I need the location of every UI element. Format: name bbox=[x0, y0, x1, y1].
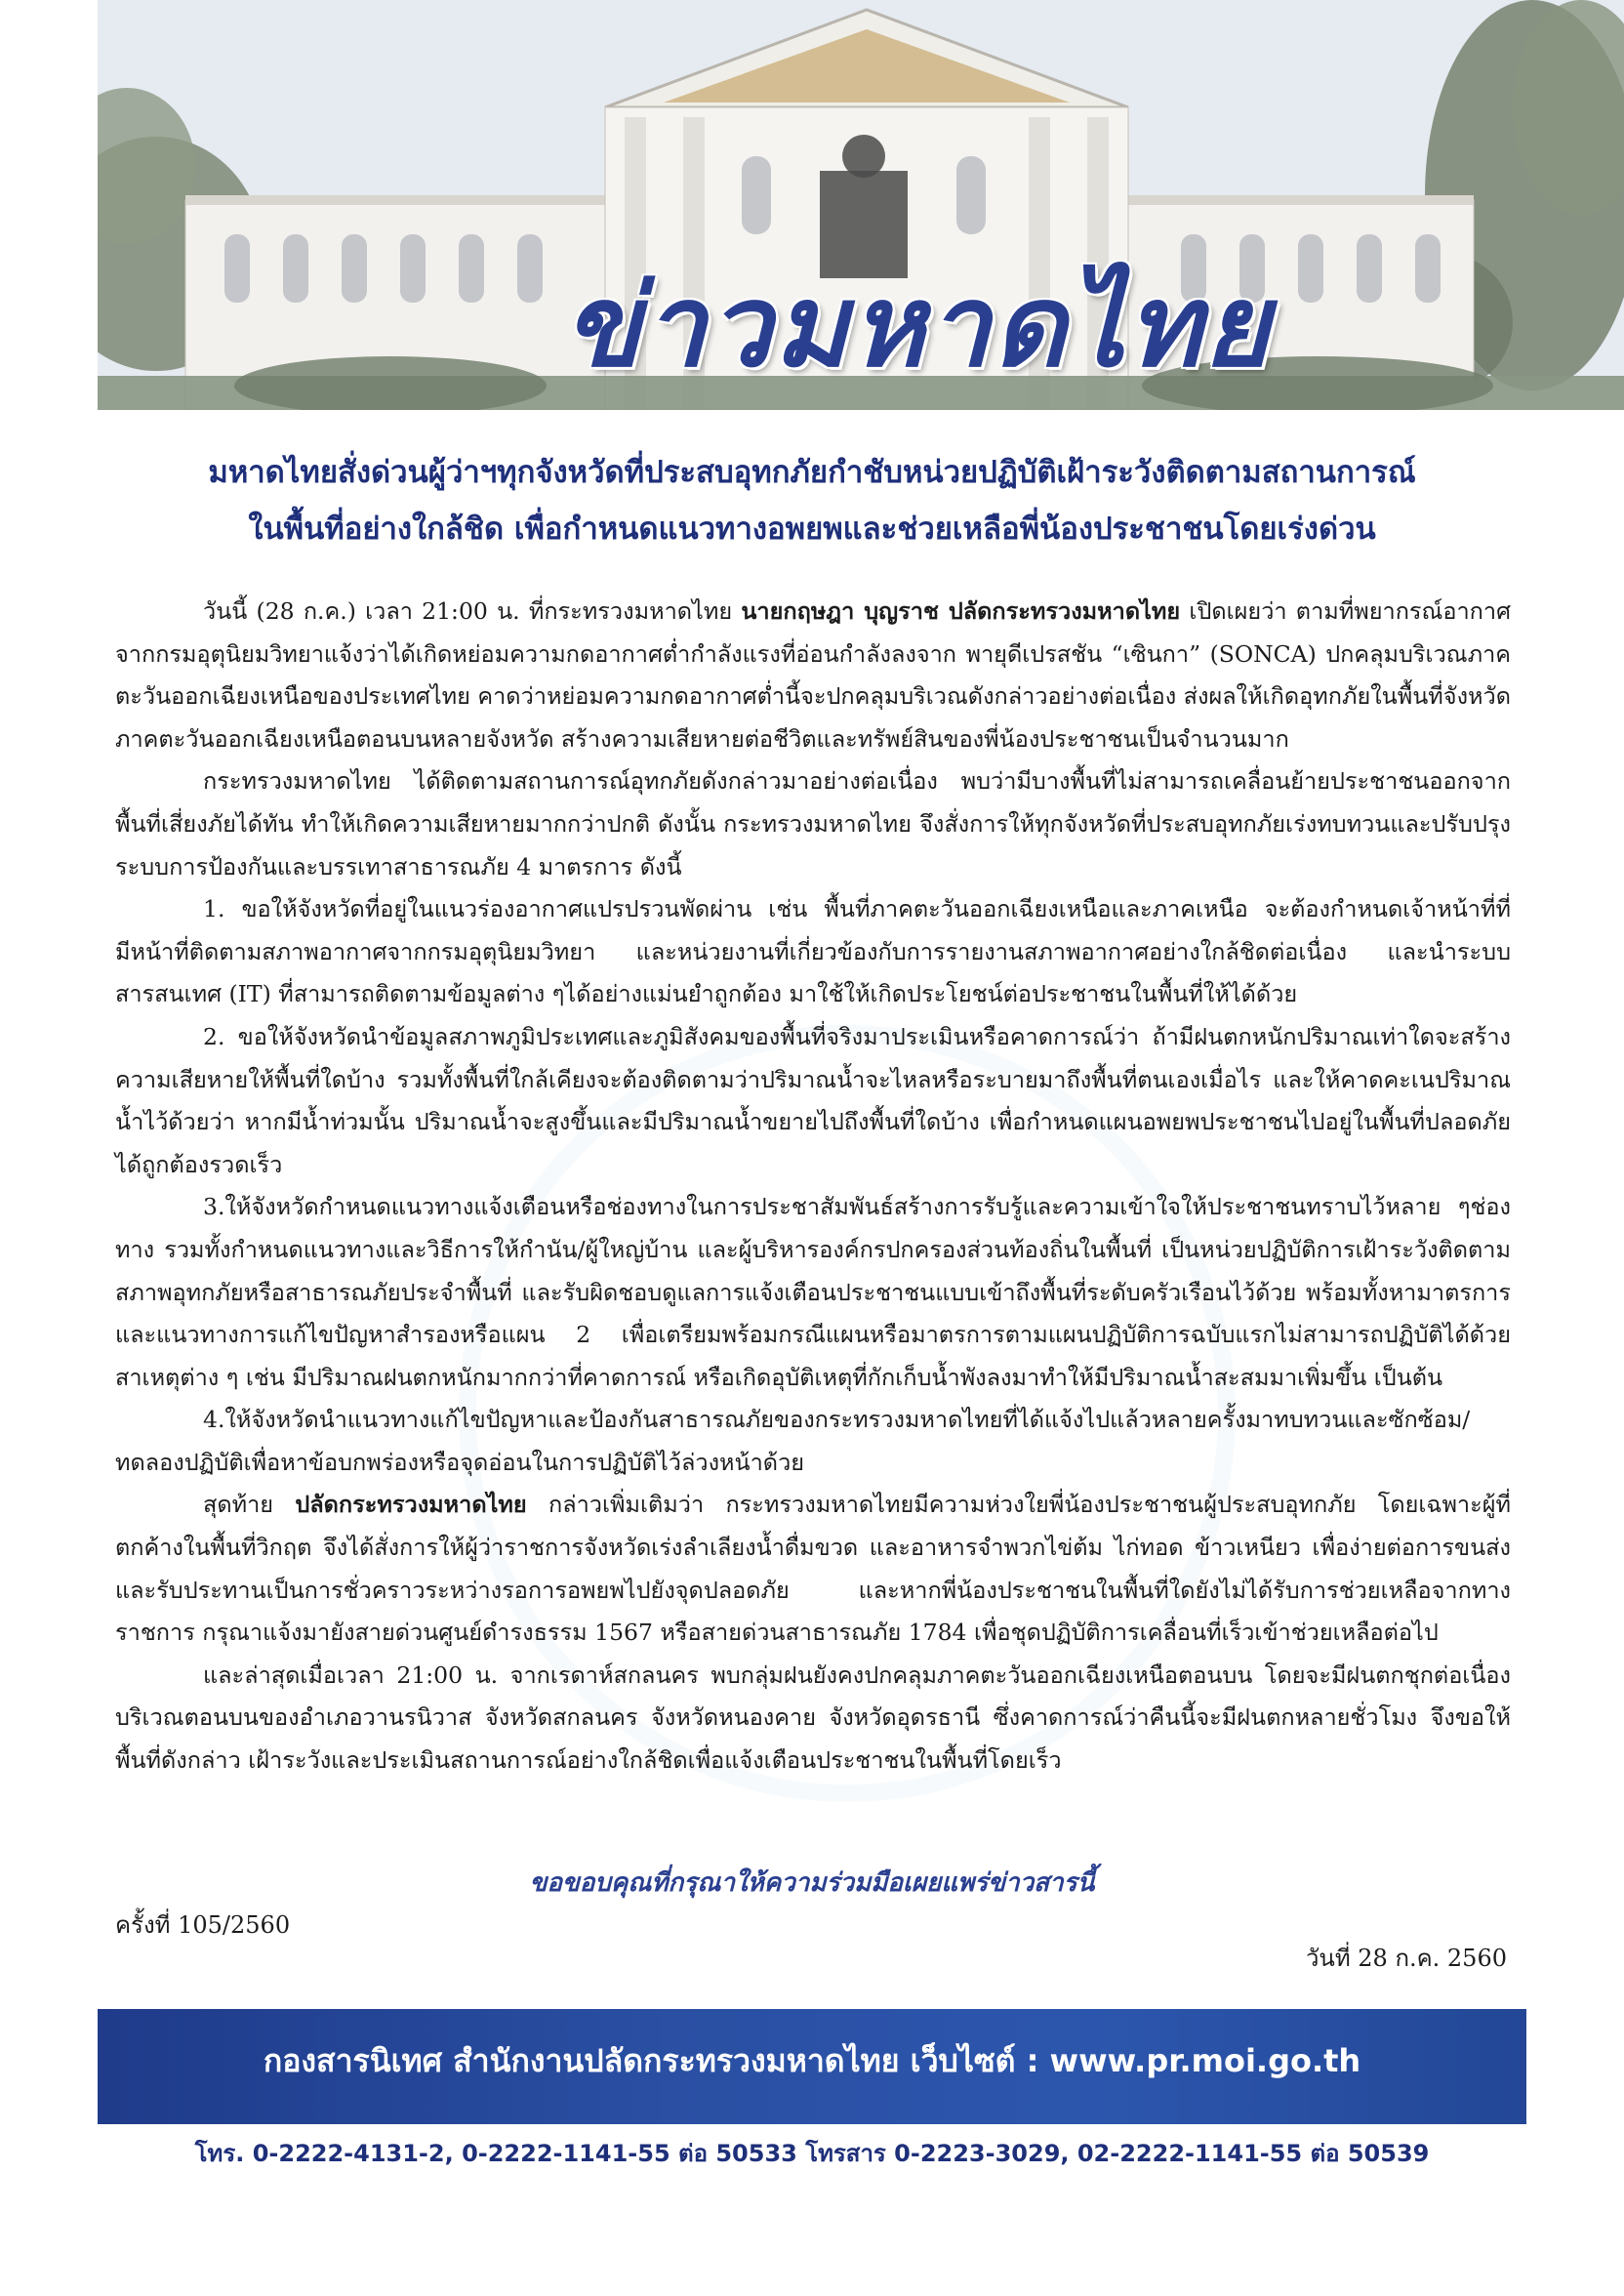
issue-number: ครั้งที่ 105/2560 bbox=[115, 1911, 291, 1939]
headline bbox=[98, 444, 1526, 557]
headline-line-1: มหาดไทยสั่งด่วนผู้ว่าฯทุกจังหวัดที่ประสบอุทกภัยกำชับหน่วยปฏิบัติเฝ้าระวังติดตามสถานการณ์ bbox=[208, 455, 1416, 490]
final-text-c: กล่าวเพิ่มเติมว่า กระทรวงมหาดไทยมีความห่วงใยพี่น้องประชาชนผู้ประสบอุทกภัย โดยเฉพาะผู้ที่ตกค้างในพื้นที่วิกฤต จึงได้สั่งการให้ผู้ว่าราชการจังหวัดเร่งลำเลียงน้ำดื่มขวด และอาหารจำพวกไข่ต้ม ไก่ทอด ข้าวเหนียว เพื่อง่ายต่อการขนส่ง และรับประทานเป็นการชั่วคราวระหว่างรอการอพยพไปยังจุดปลอดภัย และหากพี่น้องประชาชนในพื้นที่ใดยังไม่ได้รับการช่วยเหลือจากทางราชการ กรุณาแจ้งมายังสายด่วนศูนย์ดำรงธรรม 1567 หรือสายด่วนสาธารณภัย 1784 เพื่อชุดปฏิบัติการเคลื่อนที่เร็วเข้าช่วยเหลือต่อไป bbox=[115, 1491, 1512, 1647]
headline-line-2: ในพื้นที่อย่างใกล้ชิด เพื่อกำหนดแนวทางอพยพและช่วยเหลือพี่น้องประชาชนโดยเร่งด่วน bbox=[248, 512, 1376, 547]
release-date: วันที่ 28 ก.ค. 2560 bbox=[1305, 1945, 1507, 1972]
intro-text-c: เปิดเผยว่า ตามที่พยากรณ์อากาศจากกรมอุตุนิยมวิทยาแจ้งว่าได้เกิดหย่อมความกดอากาศต่ำกำลังแรงที่อ่อนกำลังลงจาก พายุดีเปรสชัน “เซินกา” (SONCA) ปกคลุมบริเวณภาคตะวันออกเฉียงเหนือของประเทศไทย คาดว่าหย่อมความกดอากาศต่ำนี้จะปกคลุมบริเวณดังกล่าวอย่างต่อเนื่อง ส่งผลให้เกิดอุทกภัยในพื้นที่จังหวัดภาคตะวันออกเฉียงเหนือตอนบนหลายจังหวัด สร้างความเสียหายต่อชีวิตและทรัพย์สินของพี่น้องประชาชนเป็นจำนวนมาก bbox=[115, 597, 1512, 753]
footer bbox=[98, 2009, 1624, 2273]
paragraph-final bbox=[115, 1484, 1511, 1654]
paragraph-latest: และล่าสุดเมื่อเวลา 21:00 น. จากเรดาห์สกลนคร พบกลุ่มฝนยังคงปกคลุมภาคตะวันออกเฉียงเหนือตอนบน โดยจะมีฝนตกชุกต่อเนื่องบริเวณตอนบนของอำเภอวานรนิวาส จังหวัดสกลนคร จังหวัดหนองคาย จังหวัดอุดรธานี ซึ่งคาดการณ์ว่าคืนนี้จะมีฝนตกหลายชั่วโมง จึงขอให้พื้นที่ดังกล่าว เฝ้าระวังและประเมินสถานการณ์อย่างใกล้ชิดเพื่อแจ้งเตือนประชาชนในพื้นที่โดยเร็ว bbox=[115, 1660, 1511, 1775]
masthead-title: ข่าวมหาดไทย bbox=[563, 261, 1272, 392]
footer-publisher-website: กองสารนิเทศ สำนักงานปลัดกระทรวงมหาดไทย เว็บไซต์ : www.pr.moi.go.th bbox=[263, 2042, 1361, 2079]
paragraph-intro bbox=[115, 591, 1511, 760]
article-body bbox=[115, 591, 1511, 1783]
paragraph-measure-2: 2. ขอให้จังหวัดนำข้อมูลสภาพภูมิประเทศและภูมิสังคมของพื้นที่จริงมาประเมินหรือคาดการณ์ว่า ถ้ามีฝนตกหนักปริมาณเท่าใดจะสร้างความเสียหายให้พื้นที่ใดบ้าง รวมทั้งพื้นที่ใกล้เคียงจะต้องติดตามว่าปริมาณน้ำจะไหลหรือระบายมาถึงพื้นที่ตนเองเมื่อไร และให้คาดคะเนปริมาณน้ำไว้ด้วยว่า หากมีน้ำท่วมนั้น ปริมาณน้ำจะสูงขึ้นและมีปริมาณน้ำขยายไปถึงพื้นที่ใดบ้าง เพื่อกำหนดแผนอพยพประชาชนไปอยู่ในพื้นที่ปลอดภัยได้ถูกต้องรวดเร็ว bbox=[115, 1022, 1511, 1178]
final-official-title: ปลัดกระทรวงมหาดไทย bbox=[295, 1491, 527, 1519]
paragraph-measure-1: 1. ขอให้จังหวัดที่อยู่ในแนวร่องอากาศแปรปรวนพัดผ่าน เช่น พื้นที่ภาคตะวันออกเฉียงเหนือและภาคเหนือ จะต้องกำหนดเจ้าหน้าที่ที่มีหน้าที่ติดตามสภาพอากาศจากกรมอุตุนิยมวิทยา และหน่วยงานที่เกี่ยวข้องกับการรายงานสภาพอากาศอย่างใกล้ชิดต่อเนื่อง และนำระบบสารสนเทศ (IT) ที่สามารถติดตามข้อมูลต่าง ๆได้อย่างแม่นยำถูกต้อง มาใช้ให้เกิดประโยชน์ต่อประชาชนในพื้นที่ให้ได้ด้วย bbox=[115, 895, 1511, 1008]
footer-contact-numbers: โทร. 0-2222-4131-2, 0-2222-1141-55 ต่อ 50533 โทรสาร 0-2223-3029, 02-2222-1141-55 ต่อ 50539 bbox=[194, 2140, 1430, 2167]
final-text-a: สุดท้าย bbox=[203, 1491, 296, 1519]
header-banner bbox=[98, 0, 1624, 410]
paragraph-measure-3: 3.ให้จังหวัดกำหนดแนวทางแจ้งเตือนหรือช่องทางในการประชาสัมพันธ์สร้างการรับรู้และความเข้าใจให้ประชาชนทราบไว้หลาย ๆช่องทาง รวมทั้งกำหนดแนวทางและวิธีการให้กำนัน/ผู้ใหญ่บ้าน และผู้บริหารองค์กรปกครองส่วนท้องถิ่นในพื้นที่ เป็นหน่วยปฏิบัติการเฝ้าระวังติดตามสภาพอุทกภัยหรือสาธารณภัยประจำพื้นที่ และรับผิดชอบดูแลการแจ้งเตือนประชาชนแบบเข้าถึงพื้นที่ระดับครัวเรือนไว้ด้วย พร้อมทั้งหามาตรการและแนวทางการแก้ไขปัญหาสำรองหรือแผน 2 เพื่อเตรียมพร้อมกรณีแผนหรือมาตรการตามแผนปฏิบัติการฉบับแรกไม่สามารถปฏิบัติได้ด้วยสาเหตุต่าง ๆ เช่น มีปริมาณฝนตกหนักมากกว่าที่คาดการณ์ หรือเกิดอุบัติเหตุที่กักเก็บน้ำพังลงมาทำให้มีปริมาณน้ำสะสมมาเพิ่มขึ้น เป็นต้น bbox=[115, 1193, 1511, 1391]
paragraph-measure-4: 4.ให้จังหวัดนำแนวทางแก้ไขปัญหาและป้องกันสาธารณภัยของกระทรวงมหาดไทยที่ได้แจ้งไปแล้วหลายครั้งมาทบทวนและซักซ้อม/ทดลองปฏิบัติเพื่อหาข้อบกพร่องหรือจุดอ่อนในการปฏิบัติไว้ล่วงหน้าด้วย bbox=[115, 1406, 1471, 1476]
thanks-note: ขอขอบคุณที่กรุณาให้ความร่วมมือเผยแพร่ข่าวสารนี้ bbox=[529, 1868, 1095, 1898]
intro-official-name: นายกฤษฎา บุญราช ปลัดกระทรวงมหาดไทย bbox=[741, 597, 1181, 625]
intro-text-a: วันนี้ (28 ก.ค.) เวลา 21:00 น. ที่กระทรวงมหาดไทย bbox=[203, 597, 742, 625]
paragraph-measures-intro: กระทรวงมหาดไทย ได้ติดตามสถานการณ์อุทกภัยดังกล่าวมาอย่างต่อเนื่อง พบว่ามีบางพื้นที่ไม่สามารถเคลื่อนย้ายประชาชนออกจากพื้นที่เสี่ยงภัยได้ทัน ทำให้เกิดความเสียหายมากกว่าปกติ ดังนั้น กระทรวงมหาดไทย จึงสั่งการให้ทุกจังหวัดที่ประสบอุทกภัยเร่งทบทวนและปรับปรุงระบบการป้องกันและบรรเทาสาธารณภัย 4 มาตรการ ดังนี้ bbox=[115, 767, 1511, 881]
